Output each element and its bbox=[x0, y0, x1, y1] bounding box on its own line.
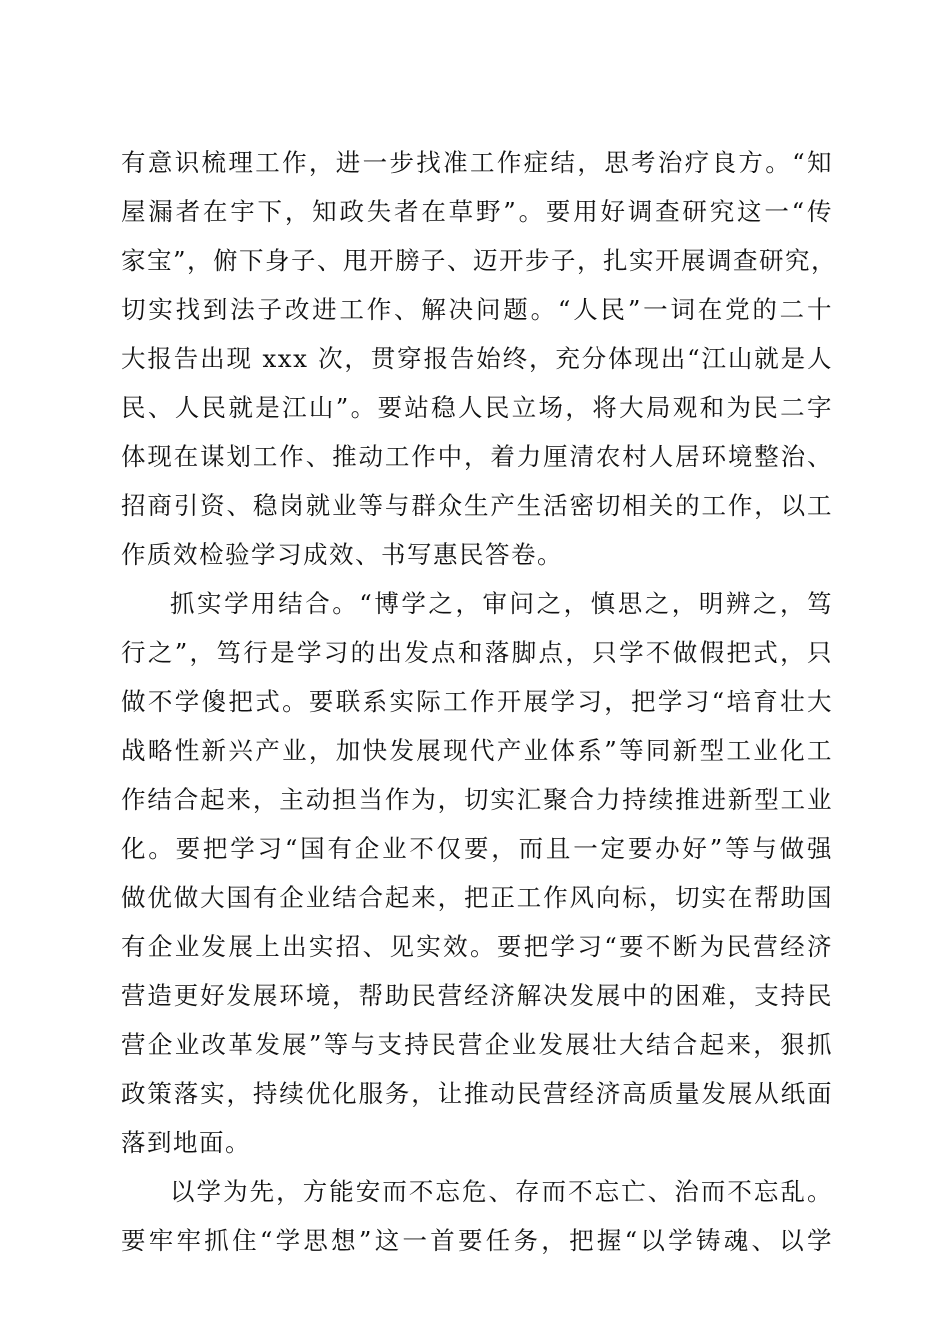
text-line: 营企业改革发展”等与支持民营企业发展壮大结合起来，狠抓 bbox=[121, 1030, 833, 1059]
text-line: 招商引资、稳岗就业等与群众生产生活密切相关的工作，以工 bbox=[121, 491, 833, 520]
text-line: 民、人民就是江山”。要站稳人民立场，将大局观和为民二字 bbox=[121, 393, 833, 422]
text-line: 体现在谋划工作、推动工作中，着力厘清农村人居环境整治、 bbox=[121, 442, 833, 471]
text-line: 大报告出现 xxx 次，贯穿报告始终，充分体现出“江山就是人 bbox=[121, 344, 833, 373]
text-line: 作结合起来，主动担当作为，切实汇聚合力持续推进新型工业 bbox=[121, 785, 833, 814]
paragraph-3 bbox=[121, 1167, 833, 1265]
text-line: 切实找到法子改进工作、解决问题。“人民”一词在党的二十 bbox=[121, 295, 833, 324]
text-line: 战略性新兴产业，加快发展现代产业体系”等同新型工业化工 bbox=[121, 736, 833, 765]
text-line: 屋漏者在宇下，知政失者在草野”。要用好调查研究这一“传 bbox=[121, 197, 833, 226]
text-line: 作质效检验学习成效、书写惠民答卷。 bbox=[121, 540, 563, 569]
text-line: 行之”，笃行是学习的出发点和落脚点，只学不做假把式，只 bbox=[121, 638, 833, 667]
text-line: 有企业发展上出实招、见实效。要把学习“要不断为民营经济 bbox=[121, 932, 833, 961]
text-line: 做不学傻把式。要联系实际工作开展学习，把学习“培育壮大 bbox=[121, 687, 833, 716]
text-line: 营造更好发展环境，帮助民营经济解决发展中的困难，支持民 bbox=[121, 981, 833, 1010]
text-line: 政策落实，持续优化服务，让推动民营经济高质量发展从纸面 bbox=[121, 1079, 833, 1108]
text-line: 有意识梳理工作，进一步找准工作症结，思考治疗良方。“知 bbox=[121, 148, 833, 177]
text-line: 抓实学用结合。“博学之，审问之，慎思之，明辨之，笃 bbox=[170, 589, 833, 618]
text-line: 家宝”，俯下身子、甩开膀子、迈开步子，扎实开展调查研究， bbox=[121, 246, 838, 275]
paragraph-1 bbox=[121, 138, 838, 579]
text-line: 以学为先，方能安而不忘危、存而不忘亡、治而不忘乱。 bbox=[170, 1177, 833, 1206]
document-body bbox=[121, 138, 838, 1265]
text-line: 要牢牢抓住“学思想”这一首要任务，把握“以学铸魂、以学 bbox=[121, 1226, 833, 1255]
text-line: 做优做大国有企业结合起来，把正工作风向标，切实在帮助国 bbox=[121, 883, 833, 912]
text-line: 化。要把学习“国有企业不仅要，而且一定要办好”等与做强 bbox=[121, 834, 833, 863]
text-line: 落到地面。 bbox=[121, 1128, 251, 1157]
paragraph-2 bbox=[121, 579, 833, 1167]
